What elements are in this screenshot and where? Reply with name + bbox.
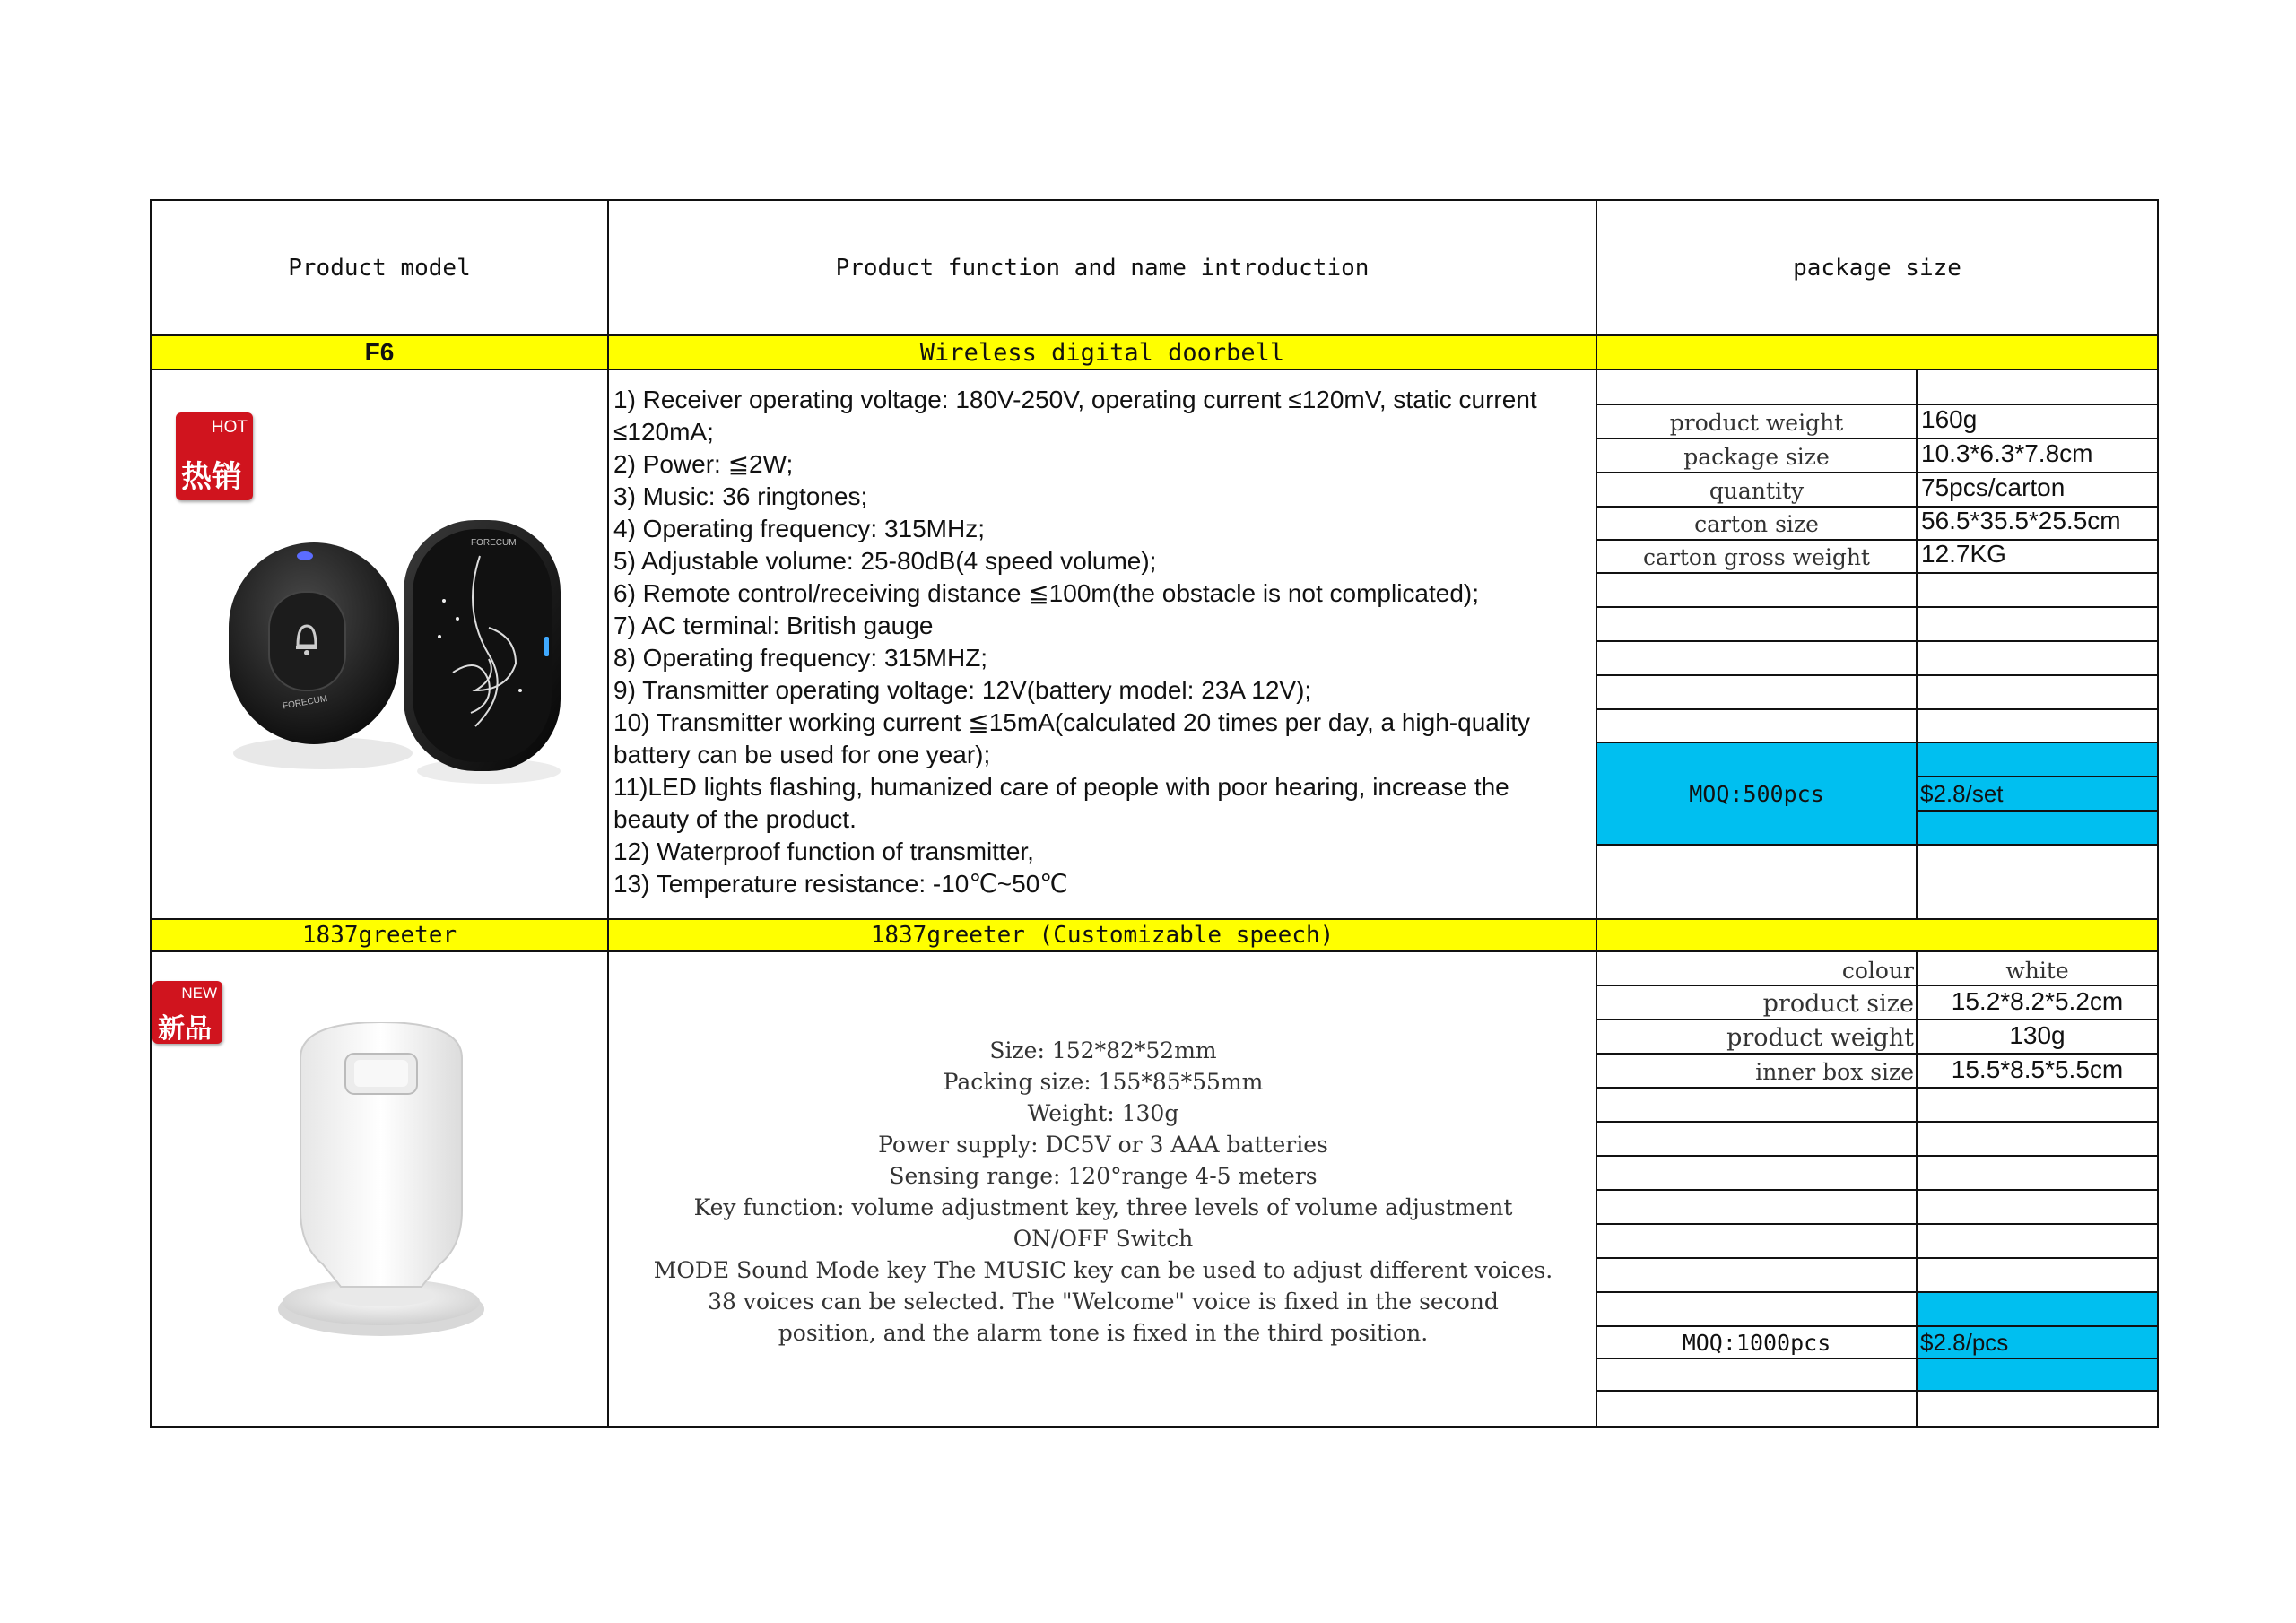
p2-spec-label: product weight (1726, 1024, 1914, 1052)
p2-row-line (1596, 1223, 2159, 1225)
p2-row-line (1596, 1325, 2159, 1327)
p1-spec-value: 56.5*35.5*25.5cm (1921, 507, 2121, 534)
p1-row-line (1596, 572, 2159, 574)
p1-row-line (1596, 742, 2159, 743)
p1-spec-value: 10.3*6.3*7.8cm (1921, 439, 2093, 467)
description-line: MODE Sound Mode key The MUSIC key can be used to adjust different voices. (653, 1257, 1553, 1283)
description-line: ON/OFF Switch (1013, 1226, 1194, 1252)
p2-row-line (1596, 1291, 2159, 1293)
photo-brand-1: FORECUM (282, 693, 329, 712)
doorbell-photo (220, 502, 570, 807)
p2-spec-value: white (2005, 958, 2069, 984)
yellow-div-d (1596, 918, 1597, 952)
description-line: Packing size: 155*85*55mm (943, 1069, 1264, 1095)
p2-row-line (1596, 1019, 2159, 1020)
greeter-photo (269, 1022, 493, 1345)
new-badge-cn: 新品 (158, 1013, 212, 1045)
product2-title: 1837greeter (Customizable speech) (870, 922, 1335, 949)
product1-title-bottom (150, 369, 2159, 370)
feature-line: 13) Temperature resistance: -10℃~50℃ (613, 870, 1068, 898)
product2-moq: MOQ:1000pcs (1682, 1329, 1831, 1356)
hot-badge-label: HOT (211, 418, 248, 437)
description-line: Power supply: DC5V or 3 AAA batteries (878, 1132, 1328, 1158)
header-product-model: Product model (288, 254, 471, 282)
feature-line: 6) Remote control/receiving distance ≦100m(the obstacle is not complicated); (613, 579, 1480, 607)
yellow-div-b (1596, 334, 1597, 370)
product2-model: 1837greeter (301, 922, 457, 949)
feature-line: 3) Music: 36 ringtones; (613, 482, 868, 510)
col-divider-1 (607, 199, 609, 1428)
p2-spec-label: product size (1762, 990, 1914, 1018)
p1-row-line (1596, 640, 2159, 642)
feature-line: 2) Power: ≦2W; (613, 450, 794, 478)
p1-row-line (1596, 674, 2159, 676)
new-badge-label: NEW (181, 985, 217, 1002)
feature-line: battery can be used for one year); (613, 741, 991, 768)
p2-row-line (1596, 1155, 2159, 1157)
col-divider-3 (1916, 334, 1918, 1428)
p1-spec-label: carton size (1694, 511, 1819, 537)
hot-badge-cn: 热销 (181, 459, 242, 495)
p1-spec-label: quantity (1709, 478, 1805, 504)
feature-line: ≤120mA; (613, 418, 714, 446)
p1-row-line (1596, 404, 2159, 405)
description-line: 38 voices can be selected. The "Welcome" voice is fixed in the second (708, 1289, 1499, 1315)
p2-row-line (1596, 1053, 2159, 1055)
feature-line: 10) Transmitter working current ≦15mA(calculated 20 times per day, a high-quality (613, 708, 1531, 736)
p2-row-line (1596, 1189, 2159, 1191)
p1-row-line (1596, 472, 2159, 473)
product1-features (613, 384, 1593, 900)
product1-moq: MOQ:500pcs (1689, 780, 1824, 807)
feature-line: 9) Transmitter operating voltage: 12V(battery model: 23A 12V); (613, 676, 1312, 704)
description-line: position, and the alarm tone is fixed in the third position. (778, 1320, 1429, 1346)
feature-line: 8) Operating frequency: 315MHZ; (613, 644, 988, 672)
description-line: Sensing range: 120°range 4-5 meters (889, 1163, 1318, 1189)
photo-brand-2: FORECUM (471, 538, 517, 548)
p1-spec-value: 160g (1921, 405, 1978, 433)
p2-row-line (1596, 1257, 2159, 1259)
p2-row-line (1596, 1390, 2159, 1392)
p2-spec-value: 15.2*8.2*5.2cm (1951, 987, 2124, 1015)
p1-row-line (1916, 810, 2159, 812)
yellow-div-c (607, 918, 609, 952)
product1-title: Wireless digital doorbell (919, 338, 1285, 367)
p2-spec-value: 130g (2009, 1021, 2066, 1049)
product2-price: $2.8/pcs (1920, 1329, 2009, 1356)
p1-spec-label: carton gross weight (1643, 544, 1870, 570)
yellow-div-a (607, 334, 609, 370)
p2-spec-label: inner box size (1755, 1059, 1914, 1085)
feature-line: 4) Operating frequency: 315MHz; (613, 515, 985, 542)
product2-title-bottom (150, 950, 2159, 952)
description-line: Weight: 130g (1027, 1100, 1179, 1126)
feature-line: beauty of the product. (613, 805, 857, 833)
p1-row-line (1596, 844, 2159, 846)
feature-line: 11)LED lights flashing, humanized care of people with poor hearing, increase the (613, 773, 1509, 801)
feature-line: 12) Waterproof function of transmitter, (613, 838, 1034, 865)
p2-spec-value: 15.5*8.5*5.5cm (1951, 1055, 2124, 1083)
feature-line: 7) AC terminal: British gauge (613, 612, 934, 639)
description-line: Key function: volume adjustment key, three levels of volume adjustment (693, 1194, 1513, 1220)
header-function-intro: Product function and name introduction (835, 254, 1370, 282)
p1-row-line (1596, 539, 2159, 541)
p2-row-line (1596, 1087, 2159, 1089)
p1-spec-label: product weight (1669, 410, 1844, 436)
feature-line: 5) Adjustable volume: 25-80dB(4 speed volume); (613, 547, 1157, 575)
new-badge (152, 981, 222, 1044)
product2-description (613, 1035, 1593, 1349)
feature-line: 1) Receiver operating voltage: 180V-250V, operating current ≤120mV, static current (613, 386, 1537, 413)
description-line: Size: 152*82*52mm (989, 1037, 1217, 1063)
p2-row-line (1596, 1358, 2159, 1359)
p1-row-line (1916, 776, 2159, 777)
p1-row-line (1596, 606, 2159, 608)
p1-spec-label: package size (1683, 444, 1830, 470)
hot-badge (176, 412, 253, 500)
p1-row-line (1596, 708, 2159, 710)
product1-price: $2.8/set (1920, 780, 2004, 807)
p2-row-line (1596, 1121, 2159, 1123)
p2-spec-label: colour (1841, 958, 1914, 984)
product1-model: F6 (364, 338, 395, 366)
header-package-size: package size (1793, 254, 1961, 282)
p1-spec-value: 12.7KG (1921, 540, 2006, 568)
p2-row-line (1596, 985, 2159, 986)
p1-spec-value: 75pcs/carton (1921, 473, 2066, 501)
